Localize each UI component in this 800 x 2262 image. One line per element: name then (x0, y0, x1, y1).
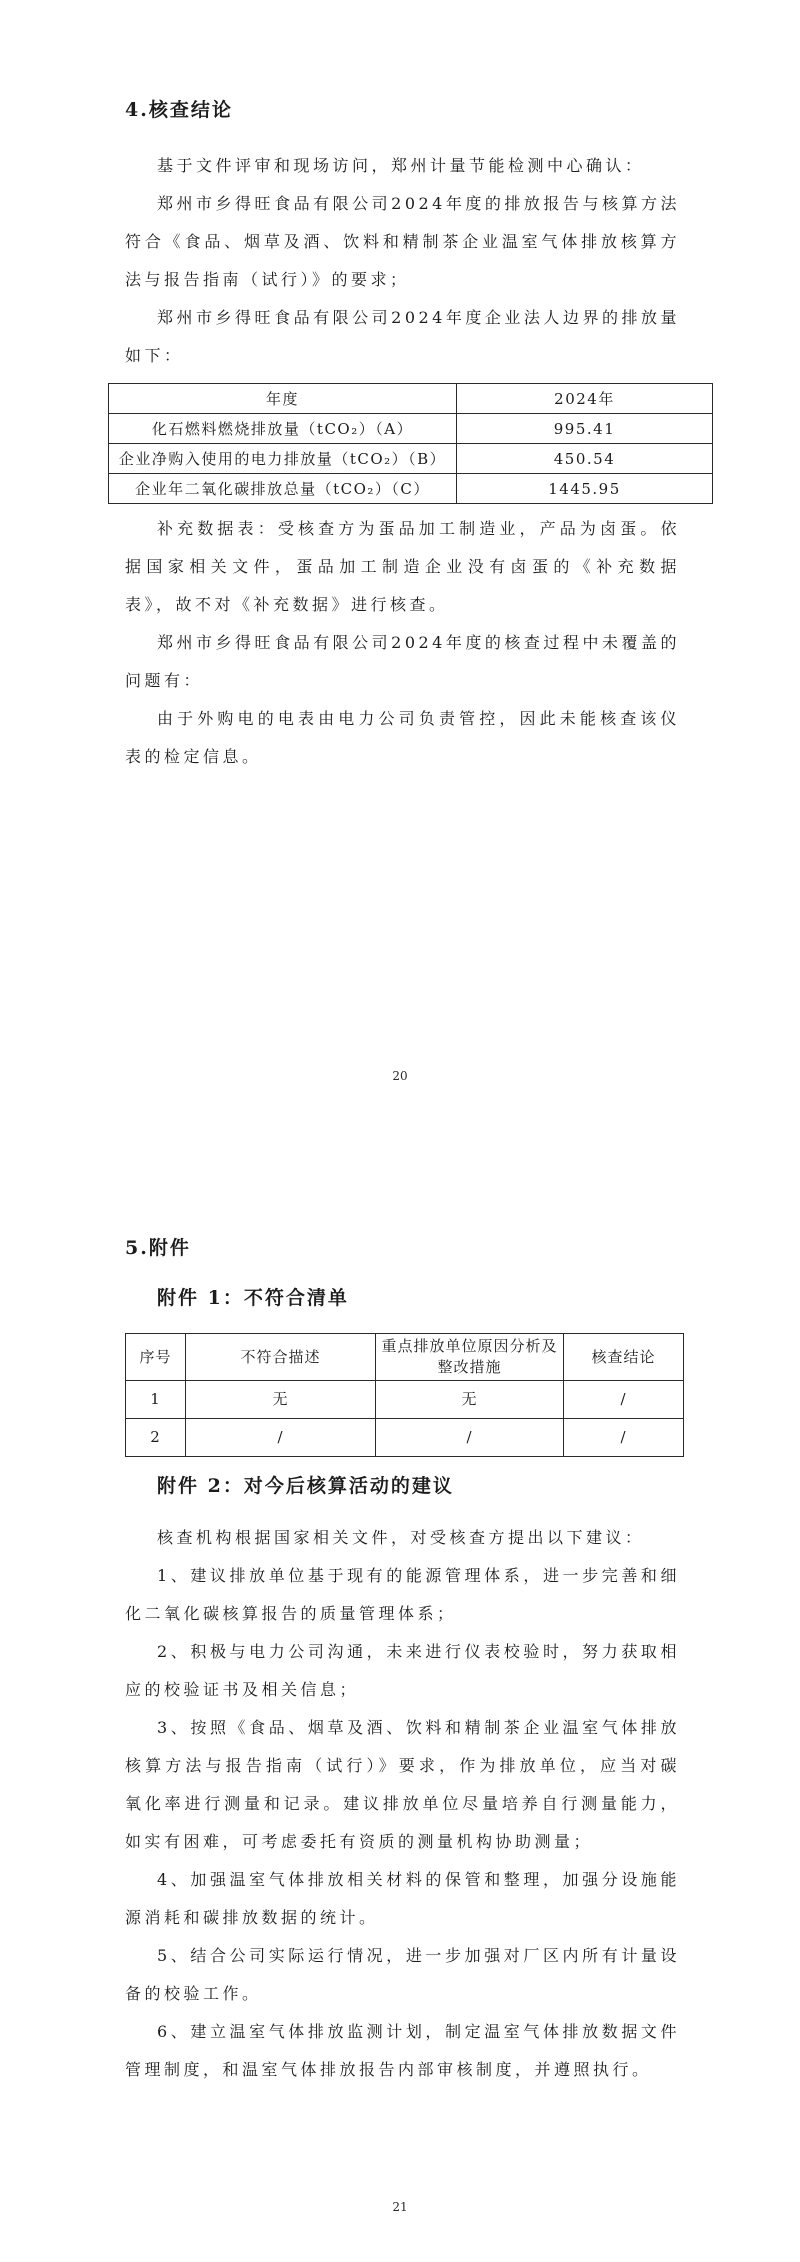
paragraph: 补充数据表：受核查方为蛋品加工制造业，产品为卤蛋。依据国家相关文件，蛋品加工制造企业没有卤蛋的《补充数据表》，故不对《补充数据》进行核查。 (125, 519, 680, 614)
table-header-row (126, 1334, 684, 1381)
suggestion-paragraph: 6、建立温室气体排放监测计划，制定温室气体排放数据文件管理制度，和温室气体排放报告内部审核制度，并遵照执行。 (125, 2022, 680, 2079)
suggestion-paragraph: 1、建议排放单位基于现有的能源管理体系，进一步完善和细化二氧化碳核算报告的质量管理体系； (125, 1566, 680, 1623)
table-cell: 无 (186, 1381, 376, 1419)
table-cell: 450.54 (457, 444, 713, 474)
table-cell: 995.41 (457, 414, 713, 444)
table-cell: 年度 (109, 384, 457, 414)
table-cell: / (564, 1419, 684, 1457)
suggestion-paragraph: 3、按照《食品、烟草及酒、饮料和精制茶企业温室气体排放核算方法与报告指南（试行）》要求，作为排放单位，应当对碳氧化率进行测量和记录。建议排放单位尽量培养自行测量能力，如实有困难，可考虑委托有资质的测量机构协助测量； (125, 1718, 680, 1851)
page-number: 21 (392, 2200, 408, 2214)
table-cell: 企业净购入使用的电力排放量（tCO₂）（B） (109, 444, 457, 474)
page-2-content (0, 1131, 800, 2089)
table-cell: 化石燃料燃烧排放量（tCO₂）（A） (109, 414, 457, 444)
document-page-2 (0, 1131, 800, 2262)
page-1-content (0, 0, 800, 776)
table-cell: 1 (126, 1381, 186, 1419)
paragraph: 郑州市乡得旺食品有限公司2024年度企业法人边界的排放量如下： (125, 308, 680, 365)
column-header: 核查结论 (564, 1334, 684, 1381)
section-heading-conclusion: 4.核查结论 (125, 99, 233, 121)
page-number: 20 (392, 1069, 408, 1083)
table-row (109, 444, 713, 474)
suggestion-paragraph: 2、积极与电力公司沟通，未来进行仪表校验时，努力获取相应的校验证书及相关信息； (125, 1642, 680, 1699)
suggestion-paragraph: 4、加强温室气体排放相关材料的保管和整理，加强分设施能源消耗和碳排放数据的统计。 (125, 1870, 680, 1927)
table-cell: 2 (126, 1419, 186, 1457)
table-row (126, 1381, 684, 1419)
table-cell: 无 (376, 1381, 564, 1419)
column-header: 序号 (126, 1334, 186, 1381)
table-cell: 企业年二氧化碳排放总量（tCO₂）（C） (109, 474, 457, 504)
suggestion-paragraph: 5、结合公司实际运行情况，进一步加强对厂区内所有计量设备的校验工作。 (125, 1946, 680, 2003)
column-header: 重点排放单位原因分析及整改措施 (376, 1334, 564, 1381)
paragraph: 郑州市乡得旺食品有限公司2024年度的核查过程中未覆盖的问题有： (125, 633, 680, 690)
table-row (109, 384, 713, 414)
paragraph: 郑州市乡得旺食品有限公司2024年度的排放报告与核算方法符合《食品、烟草及酒、饮料和精制茶企业温室气体排放核算方法与报告指南（试行）》的要求； (125, 194, 680, 289)
table-cell: 2024年 (457, 384, 713, 414)
table-row (109, 414, 713, 444)
table-row (109, 474, 713, 504)
column-header: 不符合描述 (186, 1334, 376, 1381)
emissions-table (108, 383, 713, 504)
table-cell: / (376, 1419, 564, 1457)
paragraph: 核查机构根据国家相关文件，对受核查方提出以下建议： (157, 1528, 645, 1547)
table-row (126, 1419, 684, 1457)
table-cell: 1445.95 (457, 474, 713, 504)
table-cell: / (186, 1419, 376, 1457)
section-heading-attachments: 5.附件 (125, 1237, 191, 1259)
paragraph: 由于外购电的电表由电力公司负责管控，因此未能核查该仪表的检定信息。 (125, 709, 680, 766)
attachment-1-title: 附件 1：不符合清单 (157, 1287, 349, 1309)
nonconformity-table (125, 1333, 684, 1457)
attachment-2-title: 附件 2：对今后核算活动的建议 (157, 1475, 454, 1497)
paragraph: 基于文件评审和现场访问，郑州计量节能检测中心确认： (157, 156, 645, 175)
table-cell: / (564, 1381, 684, 1419)
